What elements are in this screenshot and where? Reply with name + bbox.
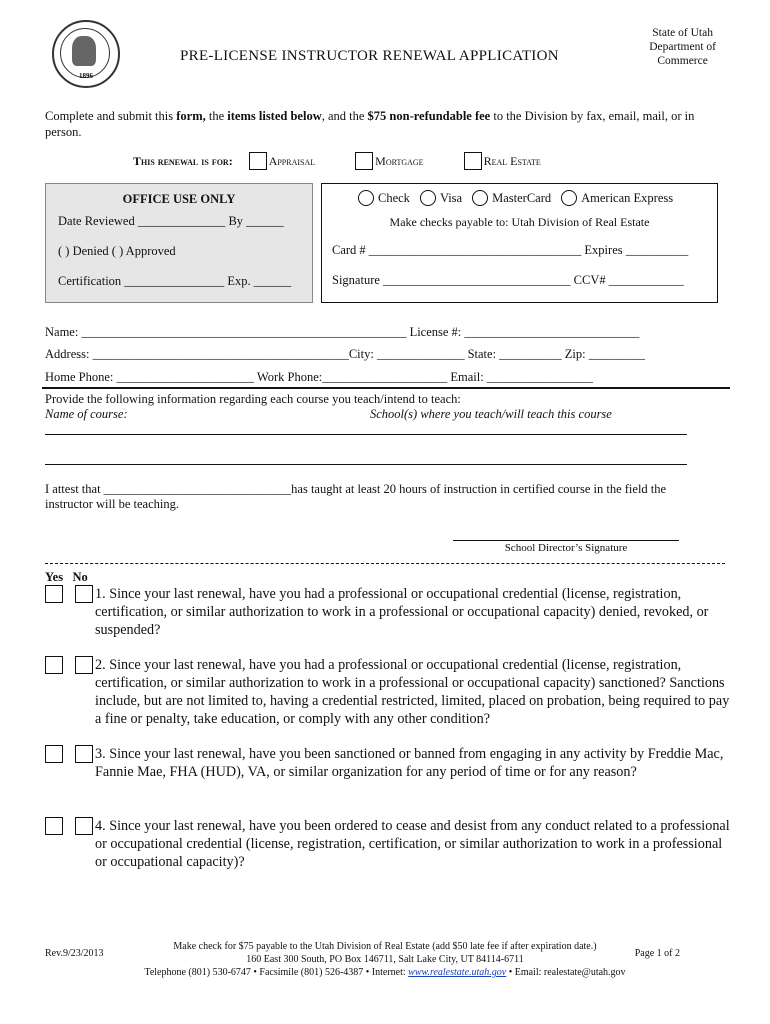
director-signature-label: School Director’s Signature: [504, 542, 628, 554]
payment-panel: [321, 183, 718, 303]
renewal-type-label: This renewal is for:: [133, 153, 233, 168]
payment-check[interactable]: Check: [358, 190, 410, 206]
q2-no-checkbox[interactable]: [75, 656, 93, 674]
q3-yes-checkbox[interactable]: [45, 745, 63, 763]
footer-address: 160 East 300 South, PO Box 146711, Salt Lake City, UT 84114-6711: [246, 954, 524, 965]
option-appraisal[interactable]: Appraisal: [249, 152, 315, 170]
payment-amex[interactable]: American Express: [561, 190, 673, 206]
form-title: PRE-LICENSE INSTRUCTOR RENEWAL APPLICATION: [180, 48, 559, 64]
payment-mastercard[interactable]: MasterCard: [472, 190, 551, 206]
revision-date: Rev.9/23/2013: [45, 948, 104, 959]
page-number: Page 1 of 2: [634, 948, 680, 959]
payment-visa[interactable]: Visa: [420, 190, 462, 206]
q2-yes-checkbox[interactable]: [45, 656, 63, 674]
q2-text: 2. Since your last renewal, have you had a professional or occupational credential (license, registration, certification, or similar authorization to work in a professional or occupational capacity) sanctioned? Sanctions include, but are not limited to, having a credential restricted, limited, placed on probation, being required to pay a fine or penalty, take education, or comply with any other condition?: [95, 657, 730, 727]
question-3: [45, 745, 735, 801]
check-radio[interactable]: [358, 190, 374, 206]
course-line-2[interactable]: [45, 464, 687, 465]
office-use-panel: [45, 183, 313, 303]
status-line: ( ) Denied ( ) Approved: [58, 244, 176, 258]
seal-year: 1896: [79, 72, 93, 80]
payable-note: Make checks payable to: Utah Division of Real Estate: [389, 215, 650, 229]
yes-no-header: Yes No: [45, 570, 88, 584]
phone-email-field[interactable]: Home Phone: ______________________ Work Phone:____________________ Email: _________________: [45, 370, 594, 384]
option-mortgage[interactable]: Mortgage: [355, 152, 423, 170]
mastercard-radio[interactable]: [472, 190, 488, 206]
question-4: [45, 817, 735, 873]
attest-text[interactable]: I attest that ______________________________has taught at least 20 hours of instruction in certified course in the field the instructor will be teaching.: [45, 482, 667, 511]
option-real-estate[interactable]: Real Estate: [464, 152, 541, 170]
amex-radio[interactable]: [561, 190, 577, 206]
q1-yes-checkbox[interactable]: [45, 585, 63, 603]
q1-text: 1. Since your last renewal, have you had a professional or occupational credential (license, registration, certification, or similar authorization to work in a professional or occupational capacity) denied, revoked, or suspended?: [95, 586, 709, 638]
mortgage-checkbox[interactable]: [355, 152, 373, 170]
questions-divider: [45, 563, 725, 564]
course-line-1[interactable]: [45, 434, 687, 435]
visa-radio[interactable]: [420, 190, 436, 206]
q4-yes-checkbox[interactable]: [45, 817, 63, 835]
question-1: [45, 585, 735, 641]
footer-phone-line: Telephone (801) 530-6747 • Facsimile (801) 526-4387 • Internet: www.realestate.utah.gov • Email: realestate@utah.gov: [144, 967, 626, 978]
q3-no-checkbox[interactable]: [75, 745, 93, 763]
intro-text: Complete and submit this form, the items listed below, and the $75 non-refundable fee to the Division by fax, email, mail, or in person.: [45, 109, 695, 139]
payment-method-row: [358, 190, 683, 206]
director-signature-line[interactable]: [453, 540, 679, 541]
appraisal-checkbox[interactable]: [249, 152, 267, 170]
footer-contact: [120, 940, 650, 979]
course-name-header: Name of course:: [45, 407, 128, 421]
agency-name: State of Utah Department of Commerce: [649, 27, 716, 67]
q4-no-checkbox[interactable]: [75, 817, 93, 835]
card-signature-field[interactable]: Signature ______________________________ CCV# ____________: [332, 273, 684, 287]
question-2: [45, 656, 735, 730]
real-estate-checkbox[interactable]: [464, 152, 482, 170]
date-reviewed-line: Date Reviewed ______________ By ______: [58, 214, 284, 228]
courses-instruction: Provide the following information regarding each course you teach/intend to teach:: [45, 392, 461, 406]
q3-text: 3. Since your last renewal, have you been sanctioned or banned from engaging in any activity by Freddie Mac, Fannie Mae, FHA (HUD), VA, or similar organization for any period of time or for any reason?: [95, 746, 724, 780]
state-seal-icon: [52, 20, 120, 88]
q1-no-checkbox[interactable]: [75, 585, 93, 603]
website-link[interactable]: www.realestate.utah.gov: [408, 967, 507, 978]
certification-line: Certification ________________ Exp. ______: [58, 274, 292, 288]
office-use-heading: OFFICE USE ONLY: [122, 192, 236, 206]
card-number-field[interactable]: Card # __________________________________ Expires __________: [332, 243, 689, 257]
q4-text: 4. Since your last renewal, have you been ordered to cease and desist from any conduct related to a professional or occupational credential (license, registration, certification, or similar authorization to work in a professional or occupational capacity)?: [95, 818, 730, 870]
renewal-type-row: [133, 152, 581, 170]
section-divider: [42, 387, 730, 389]
footer-fee-note: Make check for $75 payable to the Utah Division of Real Estate (add $50 late fee if after expiration date.): [173, 941, 597, 952]
address-field[interactable]: Address: _________________________________________City: ______________ State: __________ Zip: _________: [45, 347, 645, 361]
name-license-field[interactable]: Name: ____________________________________________________ License #: ____________________________: [45, 325, 640, 339]
course-school-header: School(s) where you teach/will teach this course: [370, 407, 612, 421]
